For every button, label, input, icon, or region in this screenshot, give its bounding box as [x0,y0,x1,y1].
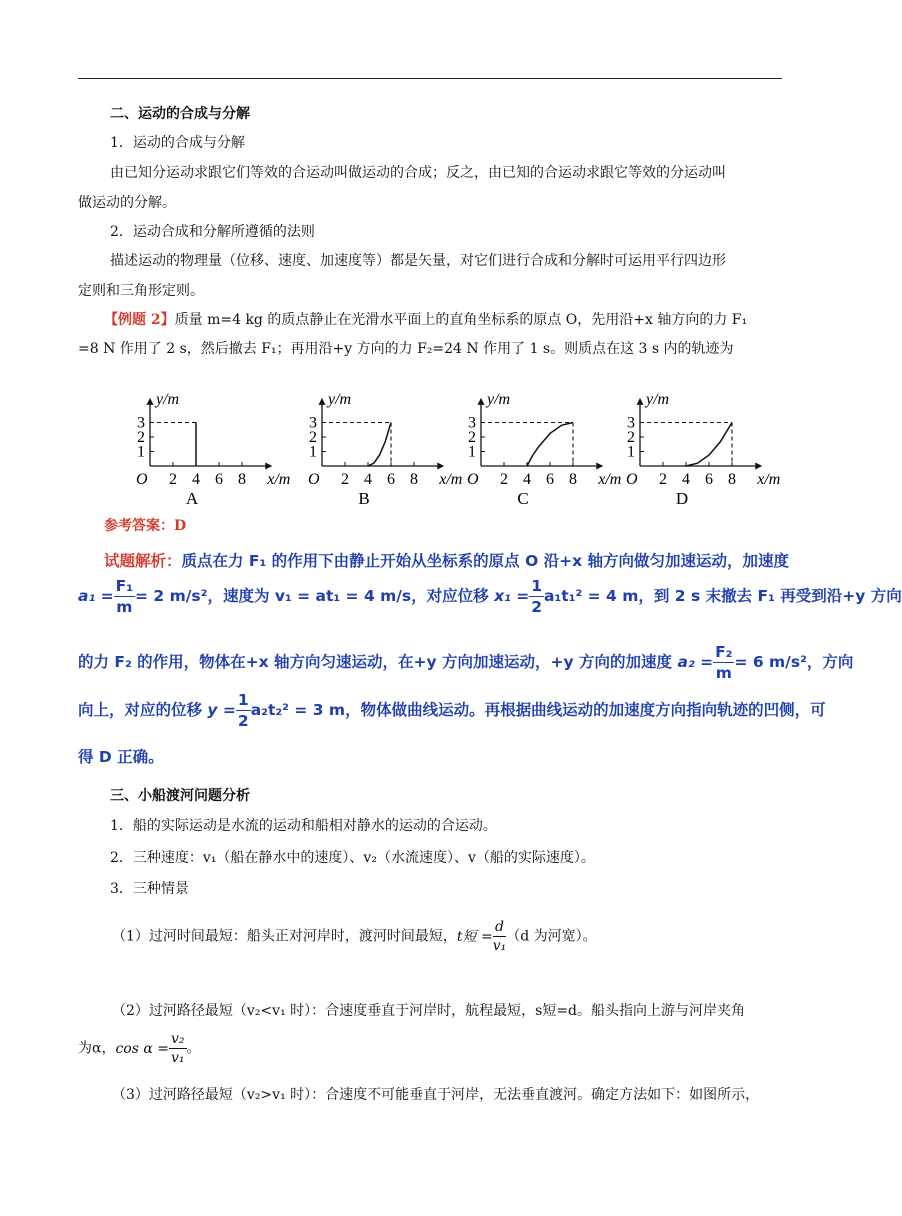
formula-x1-den: 2 [531,598,543,616]
formula-a2-num: F₂ [715,643,733,661]
x-axis-arrow [755,463,762,470]
analysis-text3a: 的力 F₂ 的作用，物体在+x 轴方向匀速运动，在+y 方向加速运动，+y 方向的加速度 [78,653,678,671]
chart-option-d [602,368,781,508]
case2-formula-den: v₁ [171,1050,185,1066]
formula-x1-lhs: x₁ = [494,587,530,605]
origin-label: O [136,471,148,488]
origin-label: O [467,471,479,488]
option-label: A [185,489,199,508]
example-line1 [104,310,747,330]
example-tag: 【例题 2】 [104,312,175,328]
section2-p2-line2: 定则和三角形定则。 [78,283,204,299]
formula-a2-rhs: = 6 m/s² [734,653,807,671]
section3-item1: 1．船的实际运动是水流的运动和船相对静水的运动的合运动。 [110,818,497,834]
analysis-text2b: ，到 2 s 末撤去 F₁ 再受到沿+y 方向 [638,587,902,605]
y-tick-label: 1 [468,443,476,461]
formula-a1-num: F₁ [115,577,134,595]
x-tick-label: 8 [728,471,736,488]
x-tick-label: 8 [238,471,246,488]
x-tick-label: 2 [169,471,177,488]
option-label: C [517,489,529,508]
formula-y-lhs: y = [207,701,236,719]
case3-line: （3）过河路径最短（v₂>v₁ 时）：合速度不可能垂直于河岸，无法垂直渡河。确定方法如下：如图所示， [112,1087,760,1103]
case2-text-c: 。 [186,1040,201,1057]
y-tick-label: 2 [137,429,145,446]
y-tick-label: 3 [309,414,317,432]
case2-formula [115,1031,186,1066]
analysis-text4b: ，物体做曲线运动。再根据曲线运动的加速度方向指向轨迹的凹侧，可 [345,701,826,719]
x-axis-label: x/m [267,471,291,488]
case2-line1: （2）过河路径最短（v₂<v₁ 时）：合速度垂直于河岸时，航程最短，s短=d。船头指向上游与河岸夹角 [112,1003,746,1019]
trajectory-line [527,423,573,467]
case1-line [112,918,597,955]
analysis-line3 [78,642,853,683]
section2-p1-line2: 做运动的分解。 [78,195,176,211]
y-axis-arrow [637,398,644,405]
x-axis-label: x/m [757,471,781,488]
example-line2: =8 N 作用了 2 s，然后撤去 F₁；再用沿+y 方向的力 F₂=24 N 作用了 1 s。则质点在这 3 s 内的轨迹为 [78,341,734,357]
formula-a1 [78,577,208,616]
origin-label: O [308,471,320,488]
case1-formula-den: v₁ [492,938,507,954]
case1-text-b: （d 为河宽）。 [506,928,597,945]
formula-x1 [494,577,639,616]
y-tick-label: 2 [468,429,476,446]
x-tick-label: 8 [410,471,418,488]
analysis-line1 [104,550,789,572]
analysis-line2 [78,576,902,617]
x-tick-label: 6 [215,471,223,488]
section2-sub1: 1．运动的合成与分解 [110,135,245,151]
x-tick-label: 8 [569,471,577,488]
y-axis-label: y/m [328,390,352,408]
y-tick-label: 2 [309,429,317,446]
y-axis-arrow [478,398,485,405]
case2-line2 [78,1030,201,1067]
analysis-line5: 得 D 正确。 [78,748,164,766]
answer-label: 参考答案： [104,518,174,534]
option-label: B [358,489,370,508]
formula-a1-rhs: = 2 m/s² [135,587,208,605]
y-axis-label: y/m [487,390,511,408]
case1-formula [456,919,507,954]
x-tick-label: 2 [500,471,508,488]
case1-text-a: （1）过河时间最短：船头正对河岸时，渡河时间最短， [112,928,457,945]
section2-p1-line1: 由已知分运动求跟它们等效的合运动叫做运动的合成；反之，由已知的合运动求跟它等效的分运动叫 [110,165,726,181]
chart-option-c [443,368,622,508]
section2-heading: 二、运动的合成与分解 [110,106,250,122]
x-axis-arrow [265,463,272,470]
section2-sub2: 2．运动合成和分解所遵循的法则 [110,224,315,240]
trajectory-line [368,423,391,467]
x-tick-label: 4 [682,471,690,488]
y-tick-label: 3 [468,414,476,432]
x-tick-label: 2 [659,471,667,488]
formula-a2 [677,643,807,682]
y-axis-arrow [147,398,154,405]
section3-item3: 3．三种情景 [110,881,189,897]
x-tick-label: 6 [387,471,395,488]
case2-text-b: 为α， [78,1040,116,1057]
x-tick-label: 6 [705,471,713,488]
x-tick-label: 4 [364,471,372,488]
section2-p2-line1: 描述运动的物理量（位移、速度、加速度等）都是矢量，对它们进行合成和分解时可运用平行四边形 [110,253,726,269]
y-axis-label: y/m [156,390,180,408]
analysis-label: 试题解析： [104,552,182,570]
answer-line [104,516,186,536]
y-tick-label: 2 [627,429,635,446]
formula-a1-den: m [116,598,133,616]
x-tick-label: 4 [192,471,200,488]
answer-value: D [174,518,187,534]
formula-a1-lhs: a₁ = [78,587,114,605]
origin-label: O [626,471,638,488]
analysis-text4a: 向上，对应的位移 [78,701,208,719]
example-text1: 质量 m=4 kg 的质点静止在光滑水平面上的直角坐标系的原点 O，先用沿+x 轴方向的力 F₁ [174,312,748,328]
case1-formula-lhs: t短 = [456,928,493,945]
option-label: D [675,489,689,508]
formula-x1-num: 1 [531,577,543,595]
case2-formula-num: v₂ [171,1031,185,1047]
analysis-text3b: ，方向 [806,653,854,671]
analysis-text1: 质点在力 F₁ 的作用下由静止开始从坐标系的原点 O 沿+x 轴方向做匀加速运动，加速度 [181,552,790,570]
formula-y-num: 1 [237,691,249,709]
analysis-text2a: ，速度为 v₁ = at₁ = 4 m/s，对应位移 [207,587,495,605]
y-tick-label: 1 [137,443,145,461]
header-rule [78,78,782,79]
section3-item2: 2．三种速度：v₁（船在静水中的速度）、v₂（水流速度）、v（船的实际速度）。 [110,850,595,866]
formula-x1-rhs: a₁t₁² = 4 m [544,587,639,605]
formula-y [207,691,346,730]
formula-y-rhs: a₂t₂² = 3 m [250,701,346,719]
trajectory-line [686,423,732,467]
x-axis-label: x/m [598,471,622,488]
chart-option-b [284,368,463,508]
formula-y-den: 2 [237,712,249,730]
case2-formula-lhs: cos α = [115,1040,170,1057]
y-tick-label: 3 [137,414,145,432]
analysis-line4 [78,690,826,731]
formula-a2-den: m [715,664,732,682]
y-tick-label: 1 [627,443,635,461]
option-charts [112,368,782,508]
y-tick-label: 3 [627,414,635,432]
x-axis-label: x/m [439,471,463,488]
x-tick-label: 6 [546,471,554,488]
formula-a2-lhs: a₂ = [677,653,714,671]
section3-heading: 三、小船渡河问题分析 [110,788,250,804]
y-axis-arrow [319,398,326,405]
y-axis-label: y/m [646,390,670,408]
y-tick-label: 1 [309,443,317,461]
chart-option-a [112,368,291,508]
case1-formula-num: d [493,918,507,937]
x-tick-label: 2 [341,471,349,488]
x-tick-label: 4 [523,471,531,488]
